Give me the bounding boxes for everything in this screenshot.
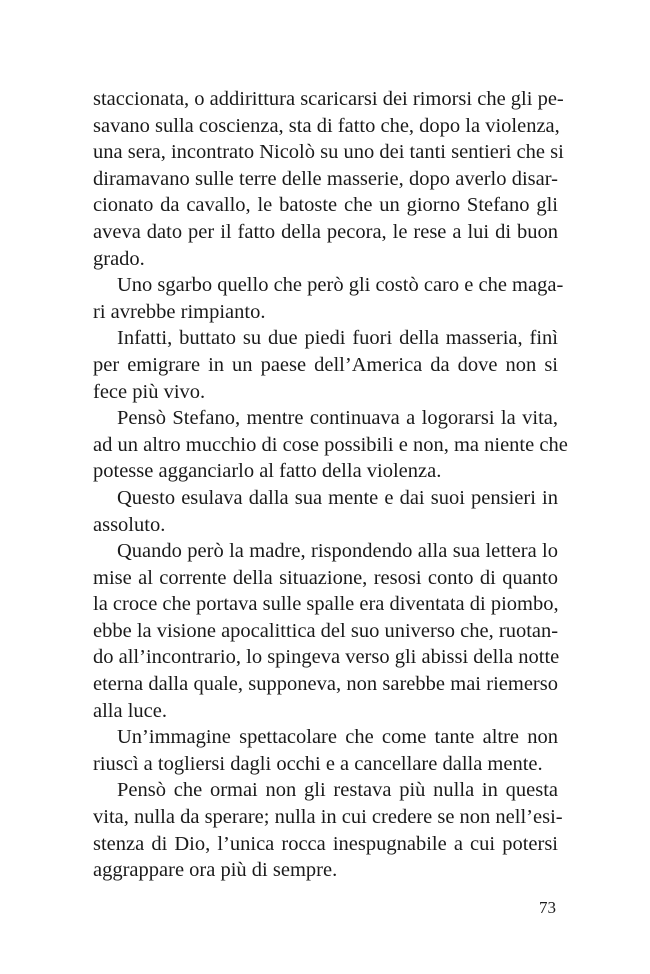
text-line: vita, nulla da sperare; nulla in cui credere se non nell’esi- bbox=[93, 806, 563, 829]
text-line: la croce che portava sulle spalle era diventata di piombo, bbox=[93, 593, 559, 616]
text-line: riuscì a togliersi dagli occhi e a cancellare dalla mente. bbox=[93, 752, 543, 775]
paragraph bbox=[93, 485, 558, 538]
paragraph bbox=[93, 538, 558, 724]
text-line: diramavano sulle terre delle masserie, dopo averlo disar- bbox=[93, 167, 558, 190]
paragraph bbox=[93, 86, 564, 272]
text-line: Uno sgarbo quello che però gli costò caro e che maga- bbox=[117, 274, 564, 297]
text-line: mise al corrente della situazione, resosi conto di quanto bbox=[93, 566, 558, 589]
text-line: staccionata, o addirittura scaricarsi dei rimorsi che gli pe- bbox=[93, 88, 564, 110]
text-line: per emigrare in un paese dell’America da dove non si bbox=[93, 353, 558, 376]
paragraph bbox=[93, 325, 558, 405]
text-line: ad un altro mucchio di cose possibili e non, ma niente che bbox=[93, 433, 568, 456]
text-line: stenza di Dio, l’unica rocca inespugnabile a cui potersi bbox=[93, 832, 558, 855]
text-line: Questo esulava dalla sua mente e dai suoi pensieri in bbox=[117, 486, 558, 509]
text-line: Quando però la madre, rispondendo alla sua lettera lo bbox=[117, 540, 558, 563]
text-line: cionato da cavallo, le batoste che un giorno Stefano gli bbox=[93, 194, 558, 217]
text-line: potesse agganciarlo al fatto della violenza. bbox=[93, 460, 442, 483]
body-text bbox=[93, 86, 568, 884]
text-line: Un’immagine spettacolare che come tante altre non bbox=[117, 726, 558, 749]
text-line: savano sulla coscienza, sta di fatto che, dopo la violenza, bbox=[93, 114, 560, 137]
paragraph bbox=[93, 724, 558, 777]
text-line: aggrappare ora più di sempre. bbox=[93, 859, 338, 882]
paragraph bbox=[93, 405, 568, 485]
text-line: ebbe la visione apocalittica del suo universo che, ruotan- bbox=[93, 619, 559, 642]
paragraph bbox=[93, 777, 563, 883]
text-line: Pensò Stefano, mentre continuava a logorarsi la vita, bbox=[117, 407, 558, 430]
text-line: Pensò che ormai non gli restava più nulla in questa bbox=[117, 779, 558, 802]
text-line: una sera, incontrato Nicolò su uno dei tanti sentieri che si bbox=[93, 141, 564, 164]
text-line: fece più vivo. bbox=[93, 380, 206, 403]
text-line: do all’incontrario, lo spingeva verso gli abissi della notte bbox=[93, 646, 560, 669]
text-line: eterna dalla quale, supponeva, non sarebbe mai riemerso bbox=[93, 673, 558, 696]
page-number: 73 bbox=[539, 898, 556, 917]
paragraph bbox=[93, 272, 564, 325]
text-line: Infatti, buttato su due piedi fuori della masseria, finì bbox=[117, 327, 558, 350]
text-line: ri avrebbe rimpianto. bbox=[93, 300, 266, 323]
text-line: aveva dato per il fatto della pecora, le rese a lui di buon bbox=[93, 220, 558, 243]
text-line: alla luce. bbox=[93, 699, 167, 722]
text-line: assoluto. bbox=[93, 513, 166, 536]
text-line: grado. bbox=[93, 247, 145, 270]
